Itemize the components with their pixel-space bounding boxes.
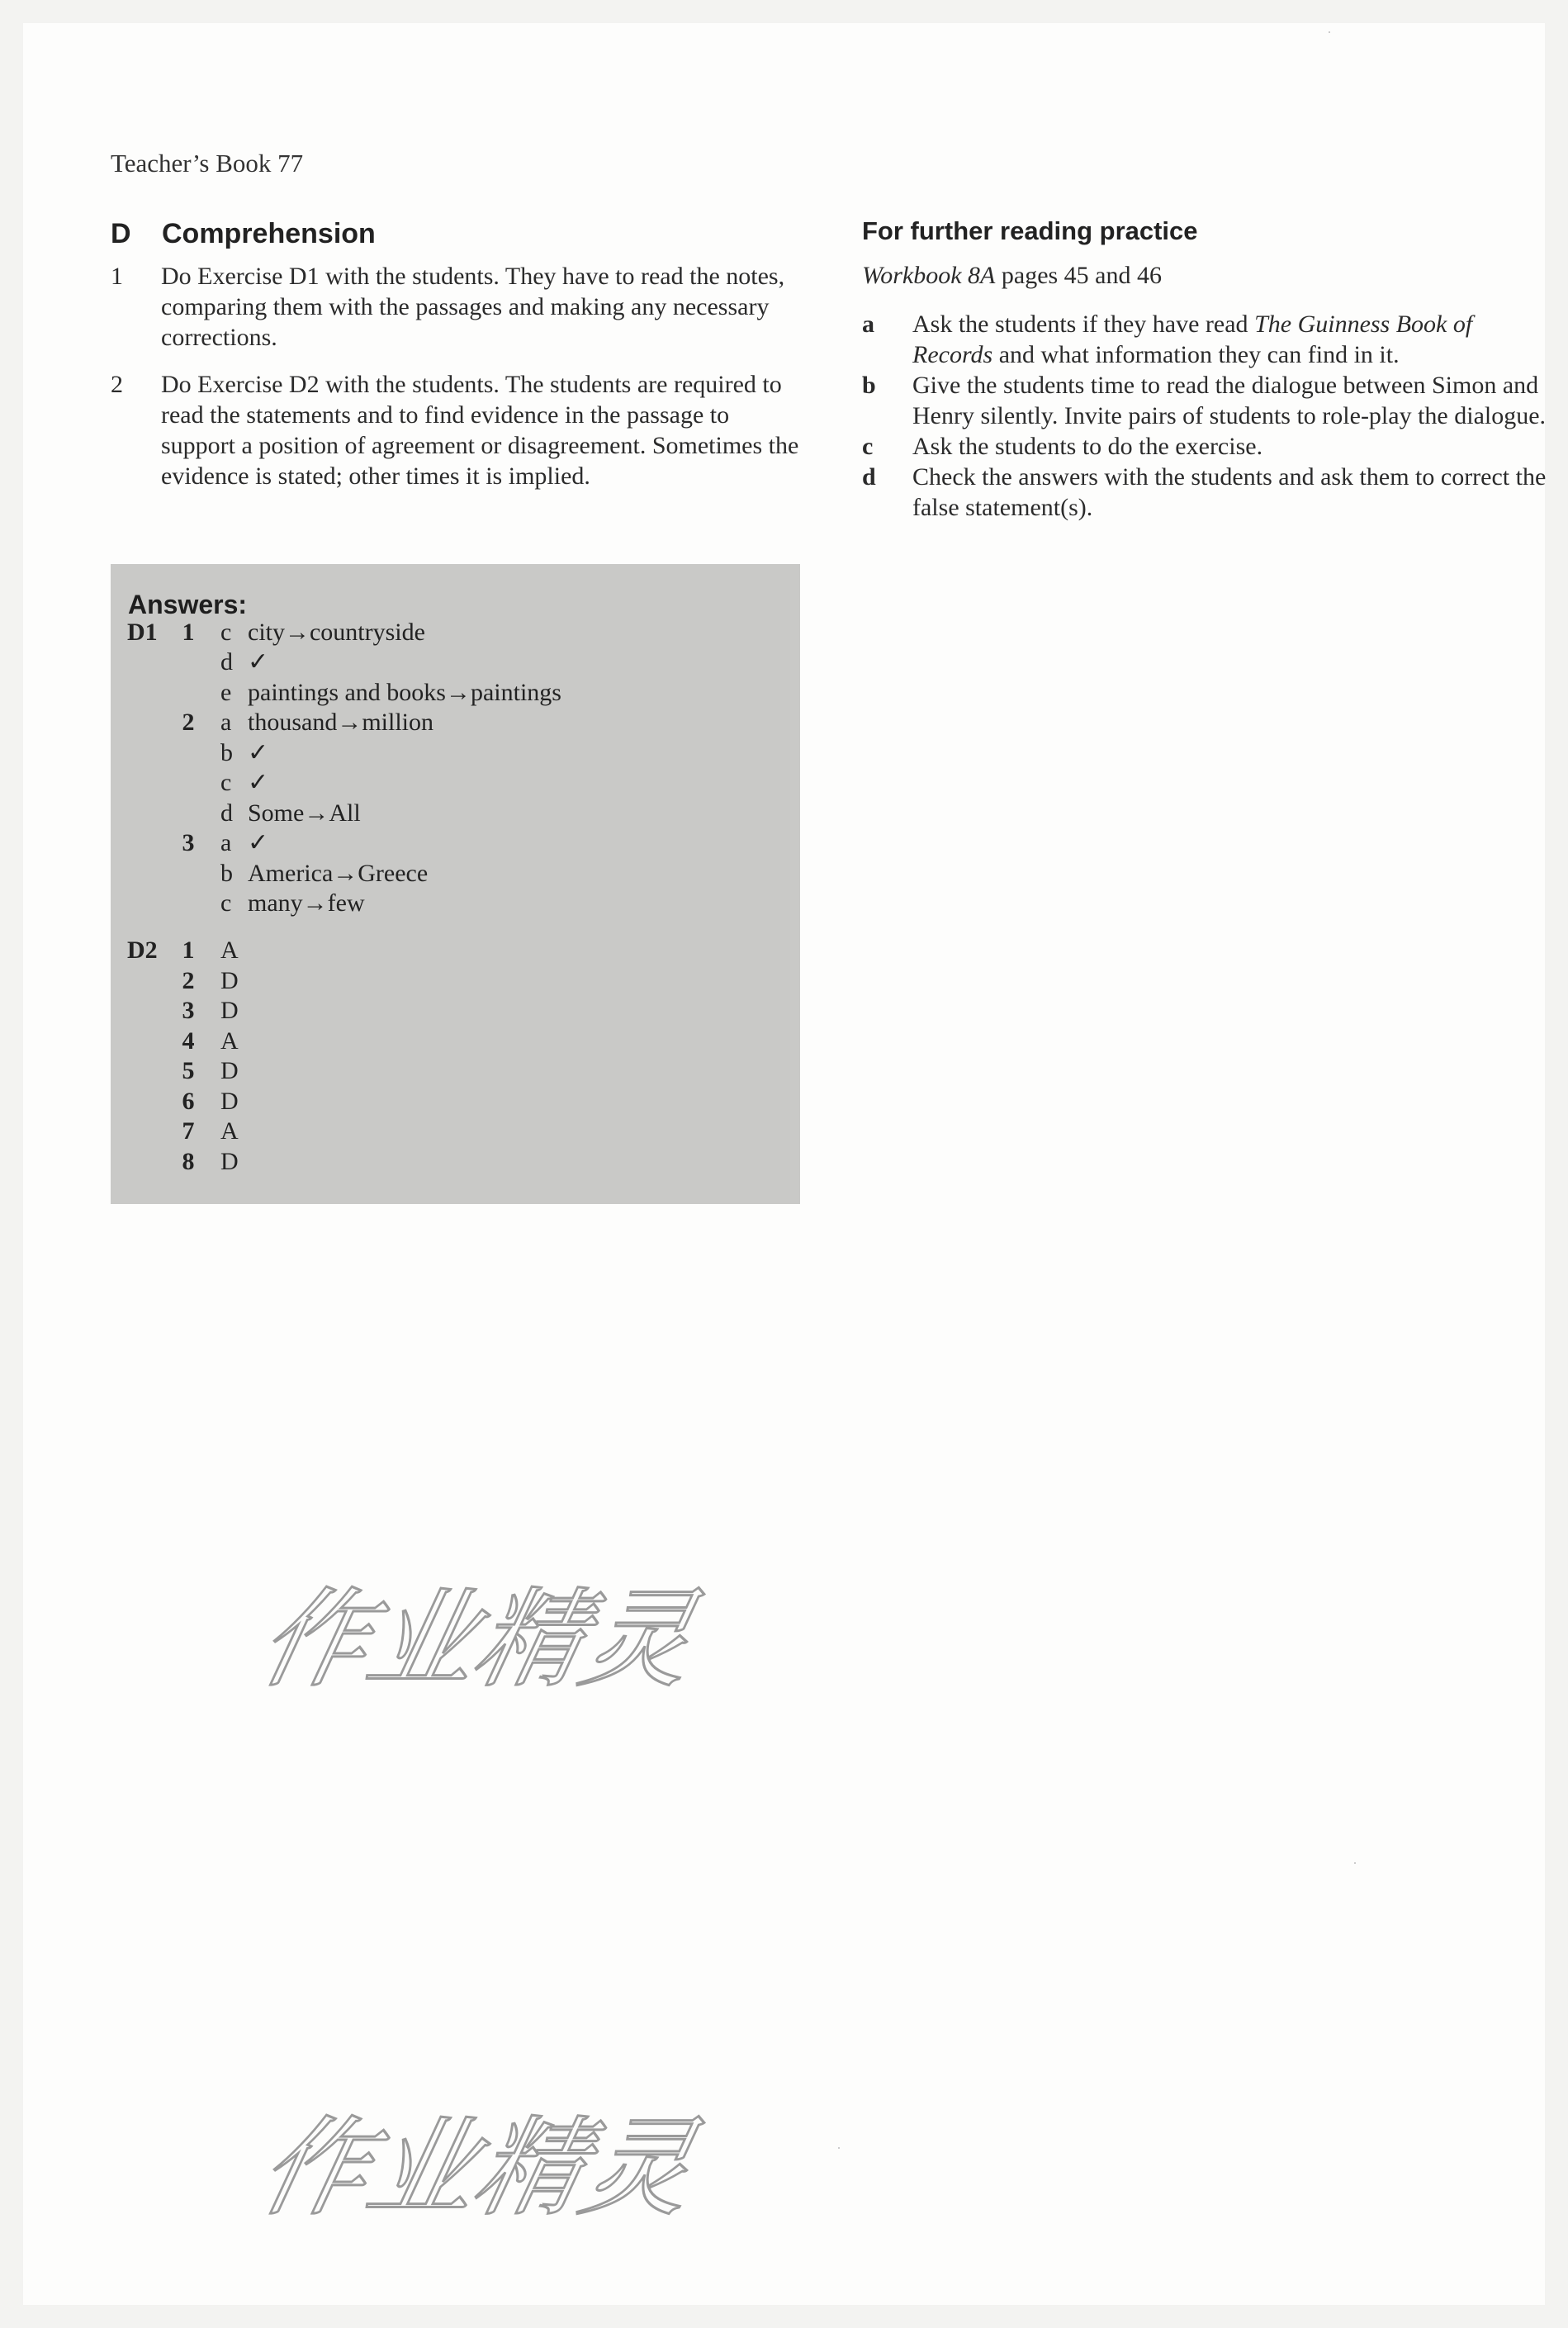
question-number: 2: [182, 709, 195, 736]
answer-letter: a: [220, 829, 232, 856]
item-text: Check the answers with the students and ask them to correct the false statement(s).: [912, 463, 1547, 521]
question-number: 1: [182, 936, 195, 964]
answer-value: D: [220, 967, 239, 994]
item-letter: a: [862, 311, 874, 338]
answer-letter: c: [220, 889, 232, 917]
item-text: [912, 309, 1556, 370]
workbook-reference: [862, 262, 1162, 290]
answer-value: ✓: [248, 829, 269, 856]
answer-letter: d: [220, 799, 233, 827]
question-number: 7: [182, 1117, 195, 1145]
answer-value: paintings and books→paintings: [248, 679, 561, 706]
question-number: 3: [182, 997, 195, 1024]
answer-letter: b: [220, 860, 233, 887]
answer-value: Some→All: [248, 799, 361, 827]
item-text: Give the students time to read the dialogue between Simon and Henry silently. Invite pairs of students to role-play the dialogue.: [912, 372, 1547, 429]
answer-value: many→few: [248, 889, 365, 917]
scan-speck: [1354, 1862, 1356, 1864]
answer-value: ✓: [248, 739, 269, 766]
answer-value: A: [220, 936, 239, 964]
item-text: Ask the students to do the exercise.: [912, 433, 1263, 460]
section-title: Comprehension: [162, 218, 376, 249]
page-header: Teacher’s Book 77: [111, 149, 304, 178]
section-heading: [111, 218, 376, 250]
workbook-pages: pages 45 and 46: [995, 262, 1162, 289]
further-reading-list: [862, 309, 1556, 523]
further-reading-heading: For further reading practice: [862, 216, 1198, 245]
item-number: 1: [111, 263, 123, 290]
watermark-text: 作业精灵: [249, 1577, 705, 1703]
question-number: 2: [182, 967, 195, 994]
section-letter: D: [111, 218, 131, 249]
question-number: 1: [182, 619, 195, 646]
answers-box: [111, 564, 800, 1204]
answer-value: D: [220, 1088, 239, 1115]
answer-value: D: [220, 1148, 239, 1175]
answer-value: thousand→million: [248, 709, 433, 736]
question-number: 4: [182, 1027, 195, 1055]
scan-speck: [1329, 31, 1330, 33]
watermark-text: 作业精灵: [249, 2106, 705, 2231]
list-item: [862, 370, 1556, 431]
answer-value: D: [220, 1057, 239, 1084]
answer-letter: c: [220, 619, 232, 646]
item-text: Do Exercise D2 with the students. The students are required to read the statements and to find evidence in the passage to support a position of agreement or disagreement. Sometimes the evidence is stated; other times it is implied.: [161, 371, 799, 490]
question-number: 3: [182, 829, 195, 856]
list-item: [862, 431, 1556, 462]
watermark-logo: [248, 2081, 710, 2246]
scan-speck: [838, 2147, 840, 2149]
comprehension-list: [111, 261, 804, 508]
answer-value: city→countryside: [248, 619, 425, 646]
answer-letter: a: [220, 709, 232, 736]
item-letter: b: [862, 372, 876, 399]
workbook-title: Workbook 8A: [862, 262, 996, 289]
list-item: [862, 462, 1556, 523]
answer-value: D: [220, 997, 239, 1024]
question-number: 5: [182, 1057, 195, 1084]
answer-value: America→Greece: [248, 860, 429, 887]
item-text-part: Ask the students if they have read: [912, 311, 1255, 338]
item-text: Do Exercise D1 with the students. They have to read the notes, comparing them with the passages and making any necessary corrections.: [161, 263, 785, 351]
item-letter: d: [862, 463, 876, 491]
list-item: [862, 309, 1556, 370]
list-item: [111, 261, 804, 353]
list-item: [111, 369, 804, 491]
answer-value: A: [220, 1027, 239, 1055]
answer-value: ✓: [248, 769, 269, 796]
watermark-logo: [248, 1553, 710, 1718]
answer-letter: c: [220, 769, 232, 796]
group-label: D1: [127, 619, 158, 646]
question-number: 8: [182, 1148, 195, 1175]
item-text-part: and what information they can find in it.: [992, 341, 1400, 368]
question-number: 6: [182, 1088, 195, 1115]
answer-value: A: [220, 1117, 239, 1145]
answer-value: ✓: [248, 648, 269, 676]
item-number: 2: [111, 371, 123, 398]
book-title: The Guinness Book of Records: [912, 311, 1473, 368]
group-label: D2: [127, 936, 158, 964]
answers-title: Answers:: [128, 590, 248, 619]
item-letter: c: [862, 433, 874, 460]
answer-letter: e: [220, 679, 232, 706]
answer-letter: d: [220, 648, 233, 676]
answer-letter: b: [220, 739, 233, 766]
